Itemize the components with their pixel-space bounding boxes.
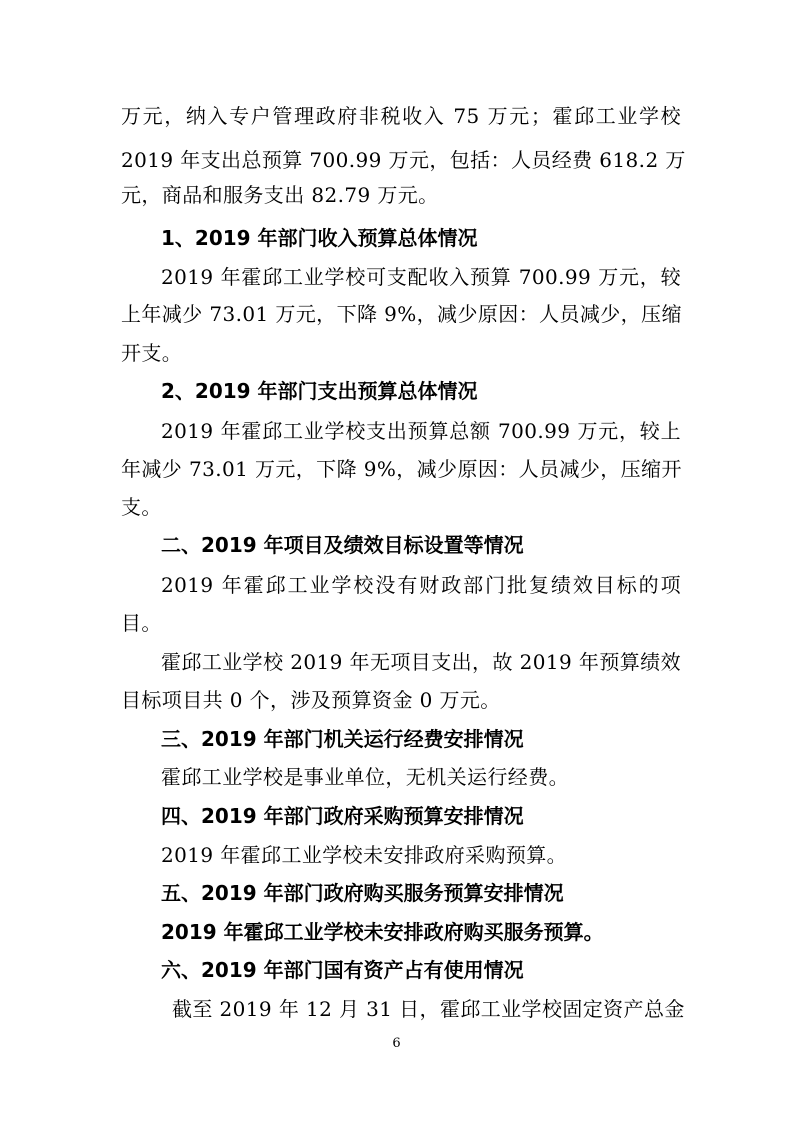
body-text-line: 目。 xyxy=(121,611,162,635)
body-text-line: 年减少 73.01 万元，下降 9%，减少原因：人员减少，压缩开 xyxy=(121,457,682,481)
body-text-line: 万元，纳入专户管理政府非税收入 75 万元；霍邱工业学校 xyxy=(121,104,681,128)
section-heading: 三、2019 年部门机关运行经费安排情况 xyxy=(161,727,524,751)
section-heading: 1、2019 年部门收入预算总体情况 xyxy=(161,226,478,250)
section-heading: 四、2019 年部门政府采购预算安排情况 xyxy=(161,804,524,828)
body-text-line: 霍邱工业学校是事业单位，无机关运行经费。 xyxy=(161,765,569,789)
body-text-line: 2019 年霍邱工业学校支出预算总额 700.99 万元，较上 xyxy=(161,419,681,443)
bold-statement: 2019 年霍邱工业学校未安排政府购买服务预算。 xyxy=(161,920,604,944)
section-heading: 六、2019 年部门国有资产占有使用情况 xyxy=(161,958,524,982)
body-text-line: 开支。 xyxy=(121,341,183,365)
body-text-line: 2019 年支出总预算 700.99 万元，包括：人员经费 618.2 万 xyxy=(121,148,686,172)
body-text-line: 2019 年霍邱工业学校可支配收入预算 700.99 万元，较 xyxy=(161,265,681,289)
page-number: 6 xyxy=(392,1036,401,1051)
section-heading: 二、2019 年项目及绩效目标设置等情况 xyxy=(161,533,524,557)
body-text-line: 霍邱工业学校 2019 年无项目支出，故 2019 年预算绩效 xyxy=(161,650,681,674)
body-text-line: 支。 xyxy=(121,495,162,519)
section-heading: 2、2019 年部门支出预算总体情况 xyxy=(161,379,478,403)
body-text-line: 2019 年霍邱工业学校没有财政部门批复绩效目标的项 xyxy=(161,573,681,597)
body-text-line: 截至 2019 年 12 月 31 日，霍邱工业学校固定资产总金 xyxy=(172,997,685,1021)
body-text-line: 元，商品和服务支出 82.79 万元。 xyxy=(121,183,439,207)
body-text-line: 2019 年霍邱工业学校未安排政府采购预算。 xyxy=(161,843,568,867)
body-text-line: 目标项目共 0 个，涉及预算资金 0 万元。 xyxy=(121,688,501,712)
section-heading: 五、2019 年部门政府购买服务预算安排情况 xyxy=(161,881,564,905)
body-text-line: 上年减少 73.01 万元，下降 9%，减少原因：人员减少，压缩 xyxy=(121,302,682,326)
